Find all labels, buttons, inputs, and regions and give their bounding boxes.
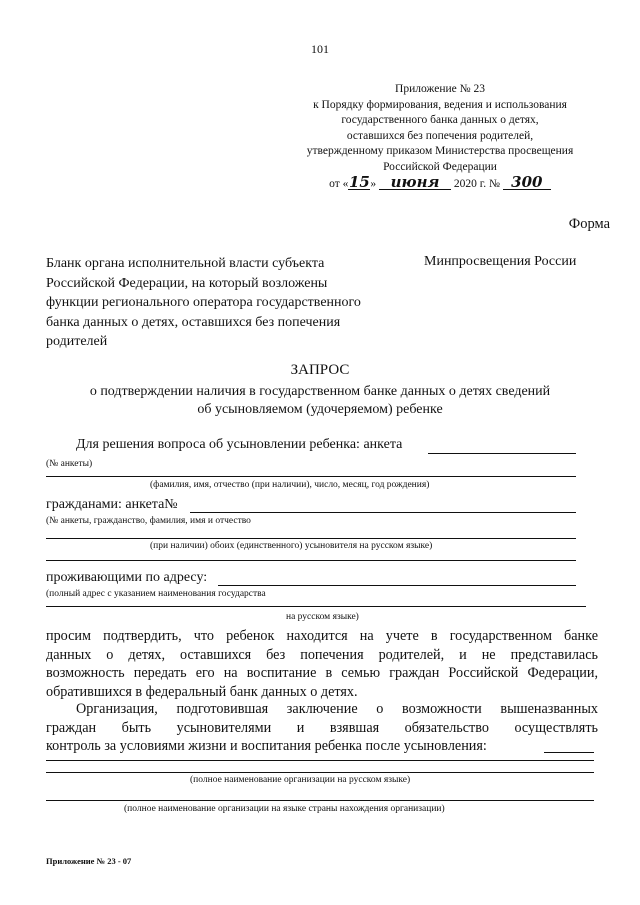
child-hint-details: (фамилия, имя, отчество (при наличии), число, месяц, год рождения): [150, 480, 430, 490]
paragraph-line: обратившихся в федеральный банк данных о детях.: [46, 683, 358, 700]
document-title: ЗАПРОС: [290, 362, 350, 378]
child-intro-label: Для решения вопроса об усыновлении ребенка: анкета: [76, 437, 403, 452]
organization-field-inline[interactable]: [544, 752, 594, 753]
appendix-line: Приложение № 23: [395, 83, 485, 95]
address-field[interactable]: [218, 585, 576, 586]
citizens-details-field[interactable]: [46, 538, 576, 539]
appendix-line: оставшихся без попечения родителей,: [346, 129, 534, 142]
organization-field-2[interactable]: [46, 772, 594, 773]
organization-field-foreign[interactable]: [46, 800, 594, 801]
date-prefix: от «: [329, 178, 349, 190]
appendix-line: государственного банка данных о детях,: [341, 114, 539, 126]
date-day: 15: [348, 173, 370, 191]
paragraph-line: Организация, подготовившая заключение о возможности вышеназванных: [76, 701, 598, 717]
paragraph-line: данных о детях, оставшихся без попечения родителей, и не представилась: [46, 646, 598, 663]
authority-blank-text: Бланк органа исполнительной власти субъекта Российской Федерации, на который возложены функции регионального оператора государственного банка данных о детях, оставшихся без попечения родителей: [46, 256, 361, 349]
paragraph-line: просим подтвердить, что ребенок находится на учете в государственном банке: [46, 628, 598, 644]
appendix-date: [280, 173, 600, 193]
child-hint-number: (№ анкеты): [46, 459, 93, 469]
citizens-hint-1: (№ анкеты, гражданство, фамилия, имя и отчество: [46, 516, 251, 526]
page-number: 101: [311, 42, 329, 56]
document-subtitle-2: об усыновляемом (удочеряемом) ребенке: [197, 402, 443, 417]
appendix-line: утвержденному приказом Министерства просвещения: [306, 145, 574, 157]
citizens-hint-2: (при наличии) обоих (единственного) усыновителя на русском языке): [150, 541, 433, 551]
child-details-field[interactable]: [46, 476, 576, 477]
child-questionnaire-field[interactable]: [428, 453, 576, 454]
citizens-questionnaire-field[interactable]: [190, 512, 576, 513]
organization-hint-russian: (полное наименование организации на русском языке): [190, 775, 411, 785]
appendix-line: Российской Федерации: [383, 160, 497, 173]
footer-code: Приложение № 23 - 07: [46, 856, 132, 866]
address-hint-2: на русском языке): [286, 612, 359, 622]
organization-field-1[interactable]: [46, 760, 594, 761]
appendix-block: [280, 82, 600, 193]
paragraph-line: возможность передать его на воспитание в семью граждан Российской Федерации,: [46, 665, 598, 681]
organization-paragraph: [46, 700, 598, 756]
date-month: июня: [379, 176, 451, 190]
paragraph-line: контроль за условиями жизни и воспитания ребенка после усыновления:: [46, 738, 487, 754]
document-subtitle-1: о подтверждении наличия в государственном банке данных о детях сведений: [89, 384, 551, 399]
order-number: 300: [503, 176, 551, 190]
date-mid: »: [370, 178, 377, 190]
organization-hint-foreign: (полное наименование организации на языке страны нахождения организации): [124, 804, 445, 814]
address-intro-label: проживающими по адресу:: [46, 570, 208, 585]
form-label: Форма: [568, 216, 610, 232]
paragraph-line: граждан быть усыновителями и взявшая обязательство осуществлять: [46, 719, 598, 736]
appendix-line: к Порядку формирования, ведения и использования: [313, 98, 567, 111]
citizens-details-field-2[interactable]: [46, 560, 576, 561]
citizens-intro-label: гражданами: анкета№: [46, 497, 178, 512]
request-paragraph: [46, 627, 598, 701]
address-field-2[interactable]: [46, 606, 586, 607]
address-hint-1: (полный адрес с указанием наименования государства: [46, 589, 266, 599]
date-year: 2020 г. №: [453, 178, 500, 190]
ministry-label: Минпросвещения России: [424, 254, 577, 269]
